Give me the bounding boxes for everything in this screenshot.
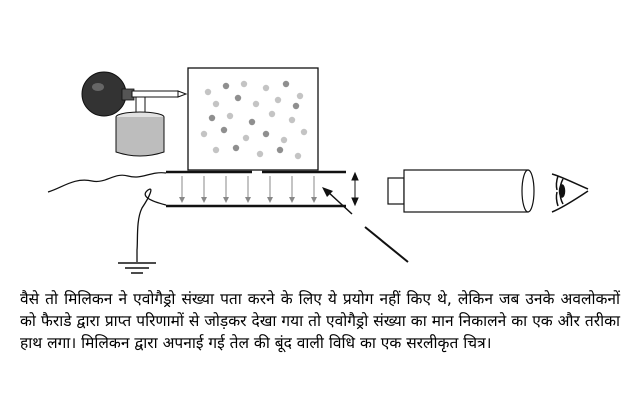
field-arrow-head [201,197,207,203]
atomizer-bulb [82,72,126,116]
oil-droplet [213,147,219,153]
figure-caption: वैसे तो मिलिकन ने एवोगैड्रो संख्या पता करने के लिए ये प्रयोग नहीं किए थे, लेकिन जब उनके अवलोकनों को फैराडे द्वारा प्राप्त परिणामों से जोड़कर देखा गया तो एवोगैड्रो संख्या का मान निकालने का एक और तरीका हाथ लगा। मिलिकन द्वारा अपनाई गई तेल की बूंद वाली विधि का एक सरलीकृत चित्र। [20,290,620,352]
field-arrow-head [245,197,251,203]
observer-eye-icon [552,174,588,212]
atomizer-nozzle [132,91,178,97]
oil-droplet [235,95,241,101]
oil-droplet [277,147,283,153]
telescope-eyepiece-end [388,178,404,204]
field-arrow-head [267,197,273,203]
oil-droplet [241,81,247,87]
oil-droplet [227,113,233,119]
oil-droplet [263,85,269,91]
oil-droplet [297,93,303,99]
oil-droplet [253,101,259,107]
oil-droplet [283,81,289,87]
oil-droplet [243,135,249,141]
oil-droplet [201,131,207,137]
electric-field-arrows [179,176,317,203]
telescope-objective [522,170,534,212]
oil-droplet [209,115,215,121]
ground-symbol [118,263,156,273]
telescope-tube [404,170,528,212]
oil-droplet [221,127,227,133]
oil-droplet [289,117,295,123]
atomizer-stem [136,97,145,113]
plate-gap-indicator [352,173,358,205]
oil-droplet [295,153,301,159]
atomizer [82,72,186,156]
oil-droplet [223,83,229,89]
oil-droplet [213,101,219,107]
lower-plate-wire [137,189,166,262]
ionizing-ray-arrow [322,187,352,214]
oil-droplet [293,103,299,109]
oil-droplet [301,129,307,135]
atomizer-reservoir [116,117,164,156]
oil-droplet [263,131,269,137]
field-arrow-head [289,197,295,203]
oil-droplet [205,89,211,95]
oil-droplet [269,111,275,117]
oil-droplet [275,97,281,103]
field-arrow-head [223,197,229,203]
field-arrow-head [311,197,317,203]
light-beam-line [365,227,408,262]
field-arrow-head [179,197,185,203]
oil-droplet [249,119,255,125]
oil-droplet [257,151,263,157]
oil-droplet [281,137,287,143]
telescope [388,170,534,212]
oil-droplet [233,145,239,151]
